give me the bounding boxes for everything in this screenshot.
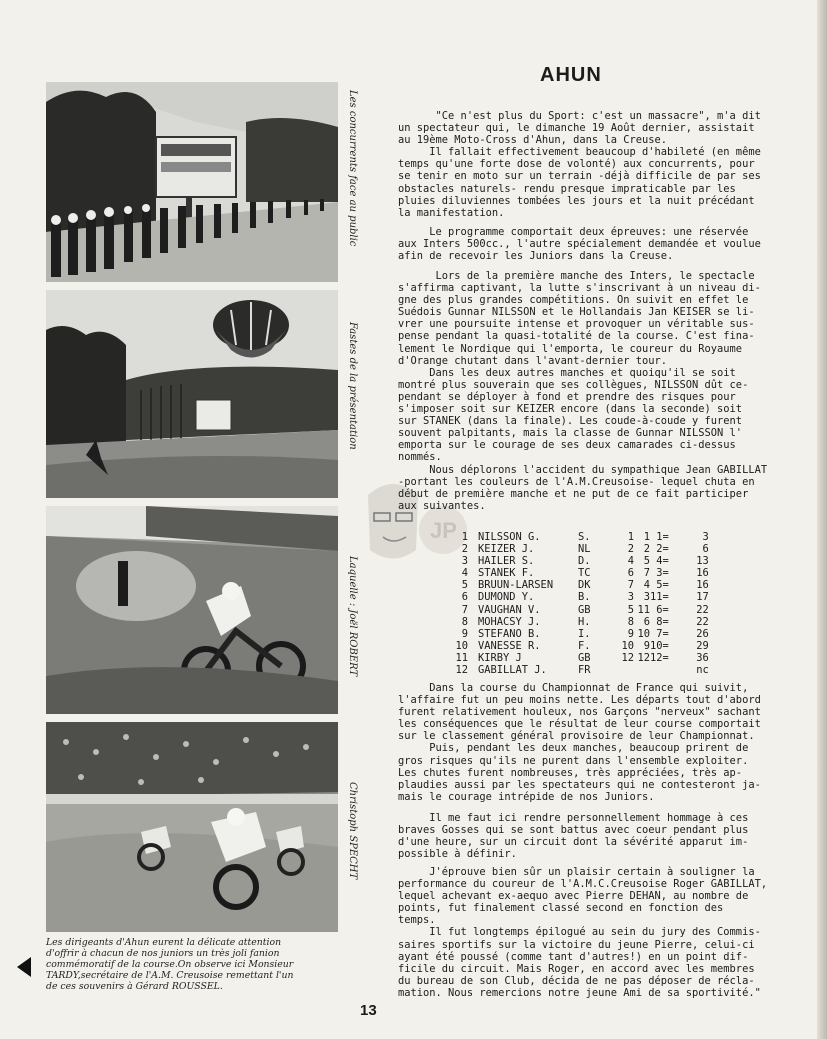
result-name: GABILLAT J.: [478, 664, 547, 677]
photo-presentation-balloon: [46, 290, 338, 498]
page-number: 13: [360, 1002, 377, 1019]
result-r2: 7: [643, 567, 650, 580]
paragraph-inters: Lors de la première manche des Inters, le spectacle s'affirma captivant, la lutte s'inscrivant à un niveau di- gne des plus grandes compétitions. On suivit en effet le Suédois Gunnar NILSSON et le Hollandais Jan KEISER se li- vrer une poursuite intense et provoquer un véritable sus- pense pendant la quasi-totalité de la course. C'est fina- lement le Nordique qui l'emporta, le coureur du Royaume d'Orange chutant dans l'avant-dernier tour. Dans les deux autres manches et quoiqu'il se soit montré plus souverain que ses collègues, NILSSON dût ce- pendant se déployer à fond et prendre des risques pour s'imposer soit sur KEIZER encore (dans la seconde) soit sur STANEK (dans la finale). Les coude-à-coude y furent souvent palpitants, mais la classe de Gunnar NILSSON l' emporta sur le courage de ses deux camarades ci-dessus nommés. Nous déplorons l'accident du sympathique Jean GABILLAT -portant les couleurs de l'A.M.Creusoise- lequel chuta en début de première manche et ne put de ce fait participer aux suivantes.: [398, 270, 768, 512]
results-table: [450, 531, 709, 676]
result-country: S.: [578, 531, 591, 543]
table-row: [450, 604, 709, 616]
result-name: NILSSON G.: [478, 531, 541, 543]
result-r3: 1=: [656, 531, 669, 543]
result-country: GB: [578, 651, 591, 664]
result-country: GB: [578, 603, 591, 616]
result-r1: 7: [627, 579, 634, 592]
table-row: [450, 591, 709, 603]
result-r1: 8: [627, 615, 634, 628]
result-r2: 6: [643, 615, 650, 628]
result-r1: 6: [627, 567, 634, 580]
result-r3: 12=: [650, 651, 669, 664]
arrow-left-icon: [17, 957, 31, 977]
result-name: STEFANO B.: [478, 627, 541, 640]
result-name: MOHACSY J.: [478, 615, 541, 628]
result-pos: 2: [461, 543, 468, 556]
result-name: BRUUN-LARSEN: [478, 579, 554, 592]
result-total: 16: [696, 579, 709, 592]
result-name: VAUGHAN V.: [478, 603, 541, 616]
result-r2: 4: [643, 579, 650, 592]
result-total: 3: [702, 531, 709, 543]
photo-caption-1: Les concurrents face au public: [347, 90, 358, 247]
result-r1: 12: [621, 651, 634, 664]
result-pos: 10: [455, 639, 468, 652]
result-r2: [634, 664, 650, 676]
result-country: DK: [578, 579, 591, 592]
article-title: AHUN: [540, 64, 602, 86]
result-total: 17: [696, 591, 709, 604]
result-r1: 9: [627, 627, 634, 640]
result-total: 26: [696, 627, 709, 640]
table-row: [450, 543, 709, 555]
table-row: [450, 579, 709, 591]
result-name: HAILER S.: [478, 555, 535, 568]
result-country: D.: [578, 555, 591, 568]
result-r2: 5: [643, 555, 650, 568]
table-row: [450, 640, 709, 652]
result-name: KIRBY J: [478, 651, 522, 664]
result-pos: 11: [455, 651, 468, 664]
result-country: FR: [578, 664, 591, 677]
result-pos: 5: [461, 579, 468, 592]
photo-caption-3: Laquelle : Joël ROBERT: [347, 556, 358, 677]
photo-rider-joel-robert: [46, 506, 338, 714]
table-row: [450, 652, 709, 664]
svg-text:JP: JP: [430, 518, 457, 543]
result-name: VANESSE R.: [478, 639, 541, 652]
result-country: NL: [578, 543, 591, 556]
result-r3: 3=: [656, 567, 669, 580]
result-r1: 4: [627, 555, 634, 568]
result-country: H.: [578, 615, 591, 628]
result-r1: 10: [621, 639, 634, 652]
result-total: 13: [696, 555, 709, 568]
result-r3: 5=: [656, 579, 669, 592]
photo-riders-christoph-specht: [46, 722, 338, 932]
table-row: [450, 555, 709, 567]
result-pos: 12: [455, 664, 468, 677]
paragraph-intro: "Ce n'est plus du Sport: c'est un massacre", m'a dit un spectateur qui, le dimanche 19 Août dernier, assistait au 19ème Moto-Cross d'Ahun, dans la Creuse. Il fallait effectivement beaucoup d'habileté (en même temps qu'une forte dose de volonté) aux concurrents, pour se tenir en moto sur un terrain -déjà difficile de par ses obstacles naturels- rendu presque impraticable par les pluies diluviennes tombées les jours et la nuit précédant la manifestation.: [398, 110, 761, 219]
result-r2: 11: [637, 603, 650, 616]
result-r2: 10: [637, 627, 650, 640]
result-r2: 2: [643, 543, 650, 556]
table-row: [450, 664, 709, 676]
result-r1: 1: [627, 531, 634, 543]
result-r1: 5: [627, 603, 634, 616]
result-r3: 11=: [650, 591, 669, 604]
result-country: B.: [578, 591, 591, 604]
photo-competitors-facing-public: [46, 82, 338, 282]
result-total: 16: [696, 567, 709, 580]
result-r3: 4=: [656, 555, 669, 568]
result-total: 6: [702, 543, 709, 556]
result-total: 29: [696, 639, 709, 652]
table-row: [450, 616, 709, 628]
table-row: [450, 531, 709, 543]
result-r3: 8=: [656, 615, 669, 628]
result-total: 36: [696, 651, 709, 664]
result-r3: 6=: [656, 603, 669, 616]
result-total: 22: [696, 615, 709, 628]
result-r1: 2: [627, 543, 634, 556]
paragraph-hommage: Il me faut ici rendre personnellement hommage à ces braves Gosses qui se sont battus avec coeur pendant plus d'une heure, sur un circuit dont la sévérité apparut im- possible à définir.: [398, 812, 749, 861]
result-r3: [650, 664, 669, 676]
page-edge: [817, 0, 827, 1039]
paragraph-gabillat: J'éprouve bien sûr un plaisir certain à souligner la performance du coureur de l'A.M.C.Creusoise Roger GABILLAT, lequel achevant ex-aequo avec Pierre DEHAN, au nombre de points, fut finalement classé second en fonction des temps. Il fut longtemps épilogué au sein du jury des Commis- saires sportifs sur la victoire du jeune Pierre, celui-ci ayant été poussé (comme tant d'autres!) en un point dif- ficile du circuit. Mais Roger, en accord avec les membres du bureau de son Club, décida de ne pas déposer de récla- mation. Nous remercions notre jeune Ami de sa sportivité.": [398, 866, 768, 999]
result-name: KEIZER J.: [478, 543, 535, 556]
result-r2: 9: [643, 639, 650, 652]
bottom-photo-caption: Les dirigeants d'Ahun eurent la délicate attention d'offrir à chacun de nos juniors un très joli fanion commémoratif de la course.On observe ici Monsieur TARDY,secrétaire de l'A.M. Creusoise remettant l'un de ces souvenirs à Gérard ROUSSEL.: [46, 937, 294, 992]
result-total: nc: [696, 664, 709, 677]
result-name: STANEK F.: [478, 567, 535, 580]
result-pos: 7: [461, 603, 468, 616]
photo-caption-2: Fastes de la présentation: [347, 322, 358, 450]
result-r3: 2=: [656, 543, 669, 556]
result-r3: 10=: [650, 639, 669, 652]
result-r1: 3: [627, 591, 634, 604]
paragraph-championnat: Dans la course du Championnat de France qui suivit, l'affaire fut un peu moins nette. Les départs tout d'abord furent relativement houleux, nos Garçons "nerveux" sachant les conséquences que le résultat de leur course comportait sur le classement général provisoire de leur Championnat. Puis, pendant les deux manches, beaucoup prirent de gros risques qu'ils ne purent dans l'ensemble exploiter. Les chutes furent nombreuses, très appréciées, très ap- plaudies aussi par les spectateurs qui ne contesteront ja- mais le courage intrépide de nos Juniors.: [398, 682, 761, 803]
result-pos: 8: [461, 615, 468, 628]
result-pos: 4: [461, 567, 468, 580]
result-pos: 3: [461, 555, 468, 568]
result-country: F.: [578, 639, 591, 652]
result-country: TC: [578, 567, 591, 580]
result-pos: 9: [461, 627, 468, 640]
photo-caption-4: Christoph SPECHT: [347, 782, 358, 880]
result-r3: 7=: [656, 627, 669, 640]
table-row: [450, 628, 709, 640]
result-total: 22: [696, 603, 709, 616]
result-country: I.: [578, 627, 591, 640]
result-r1: [618, 664, 634, 676]
paragraph-programme: Le programme comportait deux épreuves: une réservée aux Inters 500cc., l'autre spécialement demandée et voulue afin de recevoir les Juniors dans la Creuse.: [398, 226, 761, 263]
table-row: [450, 567, 709, 579]
result-r2: 1: [643, 531, 650, 543]
result-name: DUMOND Y.: [478, 591, 535, 604]
result-pos: 6: [461, 591, 468, 604]
result-r2: 3: [643, 591, 650, 604]
result-r2: 12: [637, 651, 650, 664]
result-pos: 1: [461, 531, 468, 543]
